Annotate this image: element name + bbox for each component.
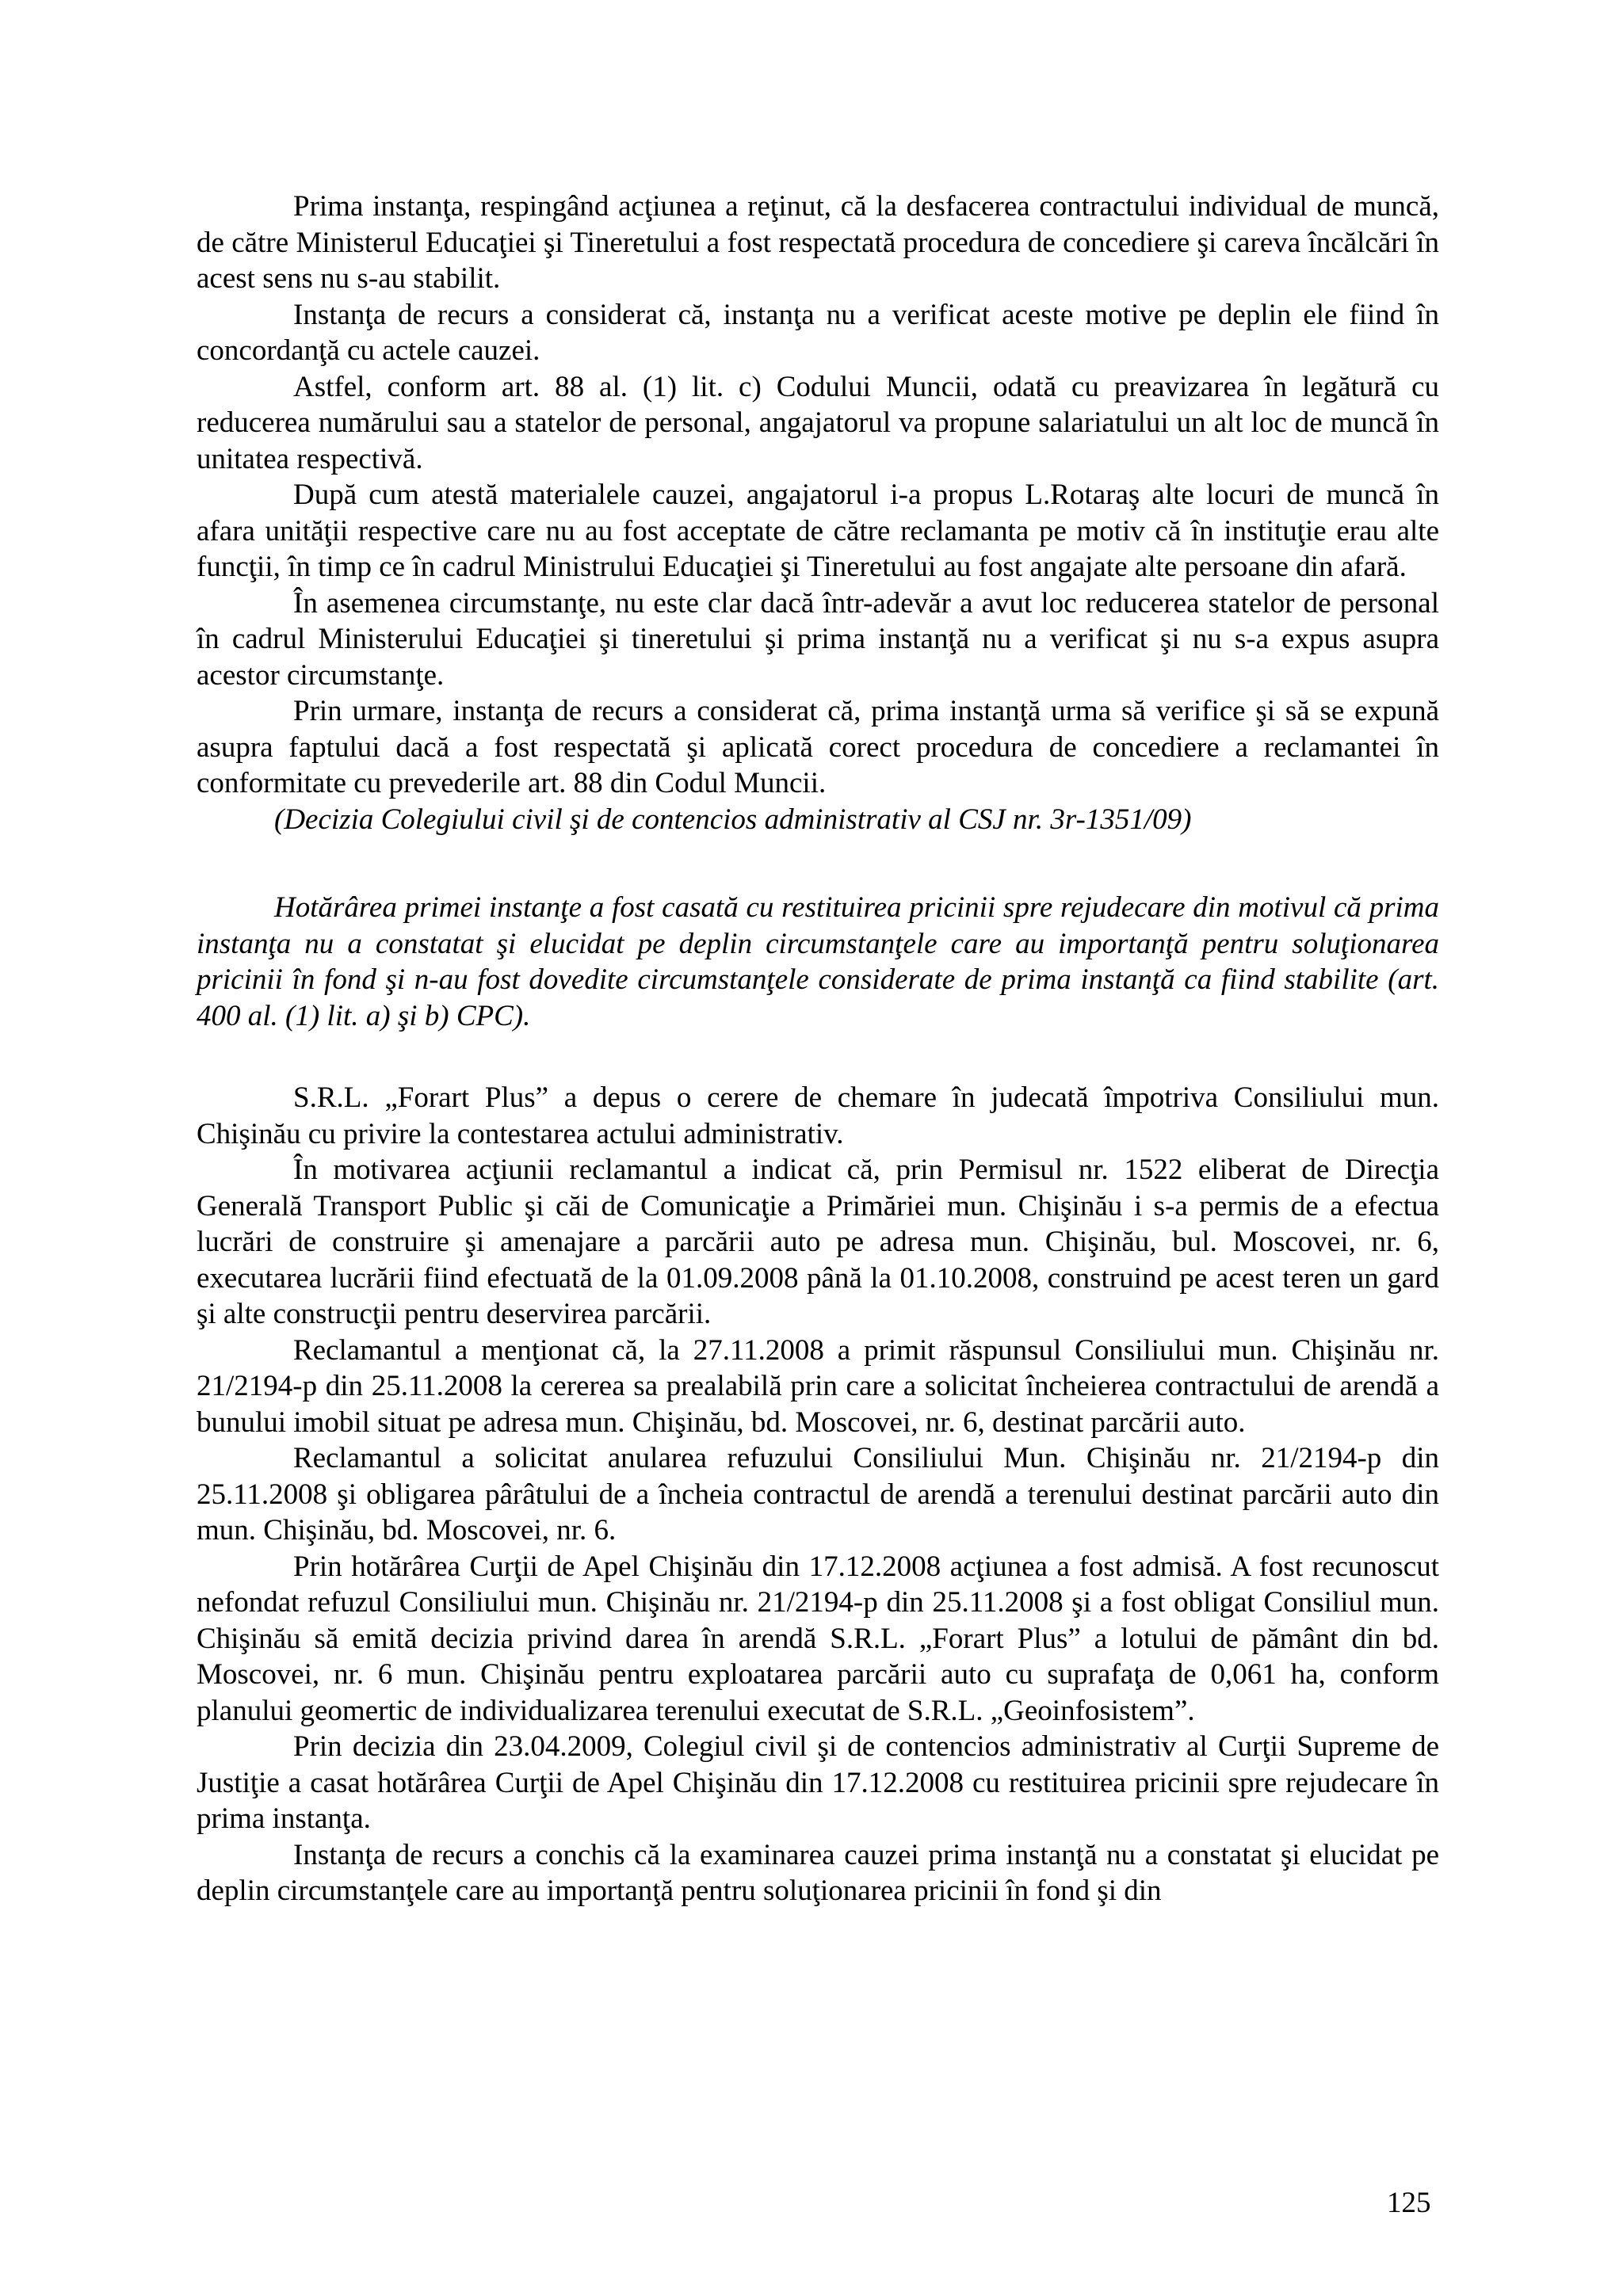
paragraph: Reclamantul a menţionat că, la 27.11.2008 a primit răspunsul Consiliului mun. Chişinău nr. 21/2194-p din 25.11.2008 la cererea sa prealabilă prin care a solicitat încheierea contractului de arendă a bunului imobil situat pe adresa mun. Chişinău, bd. Moscovei, nr. 6, destinat parcării auto.: [197, 1333, 1439, 1439]
case-citation: (Decizia Colegiului civil şi de contencios administrativ al CSJ nr. 3r-1351/09): [274, 803, 1192, 836]
paragraph: Instanţa de recurs a considerat că, instanţa nu a verificat aceste motive pe deplin ele fiind în concordanţă cu actele cauzei.: [197, 298, 1439, 367]
paragraph: Prin decizia din 23.04.2009, Colegiul civil şi de contencios administrativ al Curţii Supreme de Justiţie a casat hotărârea Curţii de Apel Chişinău din 17.12.2008 cu restituirea pricinii spre rejudecare în prima instanţa.: [197, 1730, 1439, 1835]
document-page: [197, 189, 1439, 1909]
paragraph: Reclamantul a solicitat anularea refuzului Consiliului Mun. Chişinău nr. 21/2194-p din 25.11.2008 şi obligarea pârâtului de a încheia contractul de arendă a terenului destinat parcării auto din mun. Chişinău, bd. Moscovei, nr. 6.: [197, 1442, 1439, 1547]
paragraph: Prin urmare, instanţa de recurs a considerat că, prima instanţă urma să verifice şi să se expună asupra faptului dacă a fost respectată şi aplicată corect procedura de concediere a reclamantei în conformitate cu prevederile art. 88 din Codul Muncii.: [197, 695, 1439, 799]
page-number: 125: [1387, 2187, 1431, 2219]
spacer: [197, 837, 1439, 890]
case-summary: Hotărârea primei instanţe a fost casată cu restituirea pricinii spre rejudecare din motivul că prima instanţa nu a constatat şi elucidat pe deplin circumstanţele care au importanţă pentru soluţionarea pricinii în fond şi n-au fost dovedite circumstanţele considerate de prima instanţă ca fiind stabilite (art. 400 al. (1) lit. a) şi b) CPC).: [197, 891, 1439, 1032]
paragraph: Prima instanţa, respingând acţiunea a reţinut, că la desfacerea contractului individual de muncă, de către Ministerul Educaţiei şi Tineretului a fost respectată procedura de concediere şi careva încălcări în acest sens nu s-au stabilit.: [197, 190, 1439, 295]
paragraph: Prin hotărârea Curţii de Apel Chişinău din 17.12.2008 acţiunea a fost admisă. A fost recunoscut nefondat refuzul Consiliului mun. Chişinău nr. 21/2194-p din 25.11.2008 şi a fost obligat Consiliul mun. Chişinău să emită decizia privind darea în arendă S.R.L. „Forart Plus” a lotului de pământ din bd. Moscovei, nr. 6 mun. Chişinău pentru exploatarea parcării auto cu suprafaţa de 0,061 ha, conform planului geomertic de individualizarea terenului executat de S.R.L. „Geoinfosistem”.: [197, 1550, 1439, 1727]
paragraph: În asemenea circumstanţe, nu este clar dacă într-adevăr a avut loc reducerea statelor de personal în cadrul Ministerului Educaţiei şi tineretului şi prima instanţă nu a verificat şi nu s-a expus asupra acestor circumstanţe.: [197, 586, 1439, 692]
spacer: [197, 1034, 1439, 1080]
paragraph: S.R.L. „Forart Plus” a depus o cerere de chemare în judecată împotriva Consiliului mun. Chişinău cu privire la contestarea actului administrativ.: [197, 1081, 1439, 1150]
paragraph: Astfel, conform art. 88 al. (1) lit. c) Codului Muncii, odată cu preavizarea în legătură cu reducerea numărului sau a statelor de personal, angajatorul va propune salariatului un alt loc de muncă în unitatea respectivă.: [197, 370, 1439, 475]
paragraph: Instanţa de recurs a conchis că la examinarea cauzei prima instanţă nu a constatat şi elucidat pe deplin circumstanţele care au importanţă pentru soluţionarea pricinii în fond şi din: [197, 1838, 1439, 1907]
paragraph: În motivarea acţiunii reclamantul a indicat că, prin Permisul nr. 1522 eliberat de Direcţia Generală Transport Public şi căi de Comunicaţie a Primăriei mun. Chişinău i s-a permis de a efectua lucrări de construire şi amenajare a parcării auto pe adresa mun. Chişinău, bul. Moscovei, nr. 6, executarea lucrării fiind efectuată de la 01.09.2008 până la 01.10.2008, construind pe acest teren un gard şi alte construcţii pentru deservirea parcării.: [197, 1154, 1439, 1330]
paragraph: După cum atestă materialele cauzei, angajatorul i-a propus L.Rotaraş alte locuri de muncă în afara unităţii respective care nu au fost acceptate de către reclamanta pe motiv că în instituţie erau alte funcţii, în timp ce în cadrul Ministrului Educaţiei şi Tineretului au fost angajate alte persoane din afară.: [197, 479, 1439, 583]
